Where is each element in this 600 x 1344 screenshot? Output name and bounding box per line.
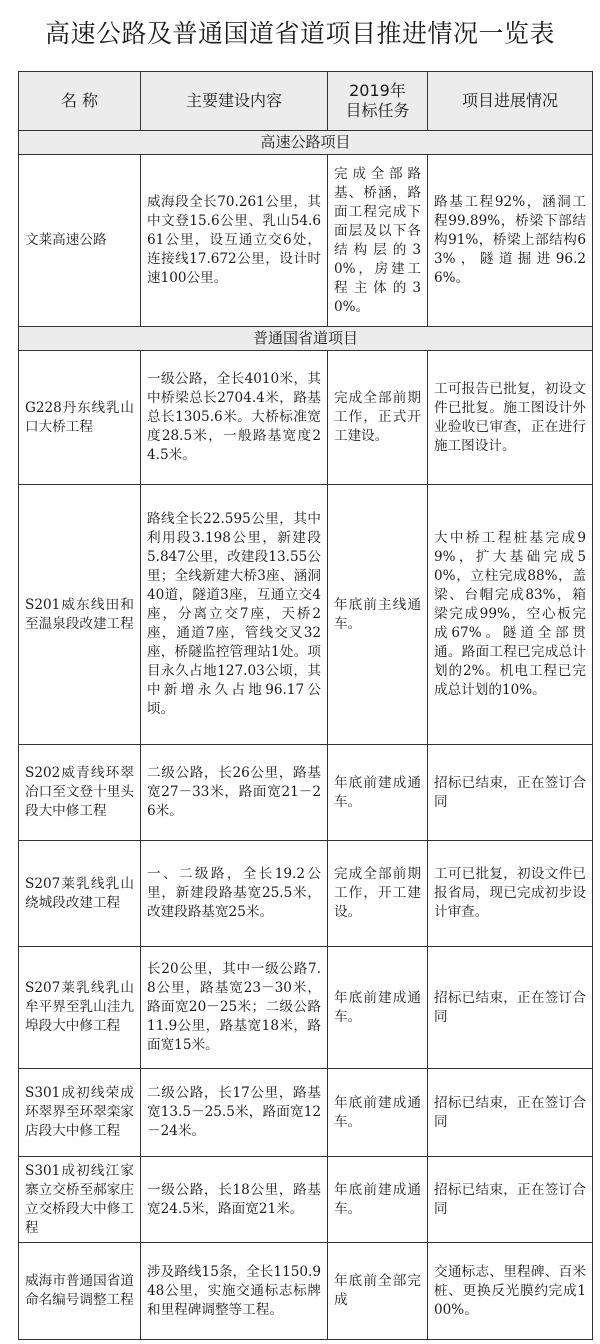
- project-target: 年底前建成通车。: [328, 745, 428, 841]
- project-content: 二级公路，长17公里，路基宽13.5－25.5米，路面宽12－24米。: [141, 1069, 328, 1157]
- section-row-national-provincial: [19, 327, 593, 351]
- project-progress: 招标已结束，正在签订合同: [428, 1069, 593, 1157]
- project-content: 一级公路，长18公里，路基宽24.5米，路面宽21米。: [141, 1157, 328, 1243]
- project-progress: 工可报告已批复，初设文件已批复。施工图设计外业验收已审查，正在进行施工图设计。: [428, 351, 593, 485]
- project-progress: 招标已结束，正在签订合同: [428, 1157, 593, 1243]
- project-content: 一、二级路，全长19.2公里，新建段路基宽25.5米，改建段路基宽25米。: [141, 841, 328, 947]
- project-content: 一级公路，全长4010米，其中桥梁总长2704.4米，路基总长1305.6米。大桥标准宽度28.5米，一般路基宽度24.5米。: [141, 351, 328, 485]
- project-content: 威海段全长70.261公里，其中文登15.6公里、乳山54.661公里，设互通立交6处，连接线17.672公里，设计时速100公里。: [141, 155, 328, 327]
- project-content: 长20公里，其中一级公路7.8公里，路基宽23－30米，路面宽20－25米；二级公路11.9公里，路基宽18米，路面宽15米。: [141, 947, 328, 1069]
- project-table: [18, 71, 593, 1340]
- project-name: S301成初线江家寨立交桥至郝家庄立交桥段大中修工程: [19, 1157, 141, 1243]
- project-target: 年底前建成通车。: [328, 947, 428, 1069]
- project-progress: 招标已结束，正在签订合同: [428, 947, 593, 1069]
- header-name: 名 称: [19, 72, 141, 131]
- section-title: 普通国省道项目: [19, 327, 593, 351]
- table-row: [19, 1069, 593, 1157]
- header-progress: 项目进展情况: [428, 72, 593, 131]
- header-content: 主要建设内容: [141, 72, 328, 131]
- project-target: 完成全部前期工作，开工建设。: [328, 841, 428, 947]
- project-name: S207莱乳线乳山绕城段改建工程: [19, 841, 141, 947]
- table-row: [19, 841, 593, 947]
- project-target: 完成全部前期工作，正式开工建设。: [328, 351, 428, 485]
- project-progress: 工可已批复，初设文件已报省局，现已完成初步设计审查。: [428, 841, 593, 947]
- section-row-expressway: [19, 131, 593, 155]
- header-row: [19, 72, 593, 131]
- project-content: 涉及路线15条，全长1150.948公里，实施交通标志标牌和里程碑调整等工程。: [141, 1243, 328, 1340]
- table-row: [19, 1243, 593, 1340]
- table-row: [19, 1157, 593, 1243]
- project-name: S207莱乳线乳山牟平界至乳山洼九埠段大中修工程: [19, 947, 141, 1069]
- project-name: 文莱高速公路: [19, 155, 141, 327]
- project-progress: 交通标志、里程碑、百米桩、更换反光膜约完成100%。: [428, 1243, 593, 1340]
- project-name: S301成初线荣成环翠界至环翠栾家店段大中修工程: [19, 1069, 141, 1157]
- table-row: [19, 947, 593, 1069]
- project-target: 年底前全部完成: [328, 1243, 428, 1340]
- table-row: [19, 485, 593, 745]
- project-progress: 招标已结束，正在签订合同: [428, 745, 593, 841]
- section-title: 高速公路项目: [19, 131, 593, 155]
- project-name: G228丹东线乳山口大桥工程: [19, 351, 141, 485]
- table-row: [19, 745, 593, 841]
- project-name: S201威东线田和至温泉段改建工程: [19, 485, 141, 745]
- table-row: [19, 155, 593, 327]
- project-content: 二级公路，长26公里，路基宽27－33米，路面宽21－26米。: [141, 745, 328, 841]
- project-name: 威海市普通国省道命名编号调整工程: [19, 1243, 141, 1340]
- table-row: [19, 351, 593, 485]
- project-target: 年底前建成通车。: [328, 1157, 428, 1243]
- project-progress: 路基工程92%，涵洞工程99.89%，桥梁下部结构91%，桥梁上部结构63%，隧道掘进96.26%。: [428, 155, 593, 327]
- page-title: 高速公路及普通国道省道项目推进情况一览表: [44, 19, 555, 48]
- header-target: 2019年 目标任务: [328, 72, 428, 131]
- project-target: 年底前建成通车。: [328, 1069, 428, 1157]
- project-progress: 大中桥工程桩基完成99%，扩大基础完成50%，立柱完成88%，盖梁、台帽完成83%，箱梁完成99%，空心板完成67%。隧道全部贯通。路面工程已完成总计划的2%。机电工程已完成总计划的10%。: [428, 485, 593, 745]
- project-target: 年底前主线通车。: [328, 485, 428, 745]
- project-name: S202威青线环翠冶口至文登十里头段大中修工程: [19, 745, 141, 841]
- project-target: 完成全部路基、桥涵，路面工程完成下面层及以下各结构层的30%，房建工程主体的30%。: [328, 155, 428, 327]
- project-content: 路线全长22.595公里，其中利用段3.198公里，新建段5.847公里，改建段13.55公里；全线新建大桥3座、涵洞40道，隧道3座，互通立交4座，分离立交7座，天桥2座，通道7座，管线交叉32座，桥隧监控管理站1处。项目永久占地127.03公顷，其中新增永久占地96.17公顷。: [141, 485, 328, 745]
